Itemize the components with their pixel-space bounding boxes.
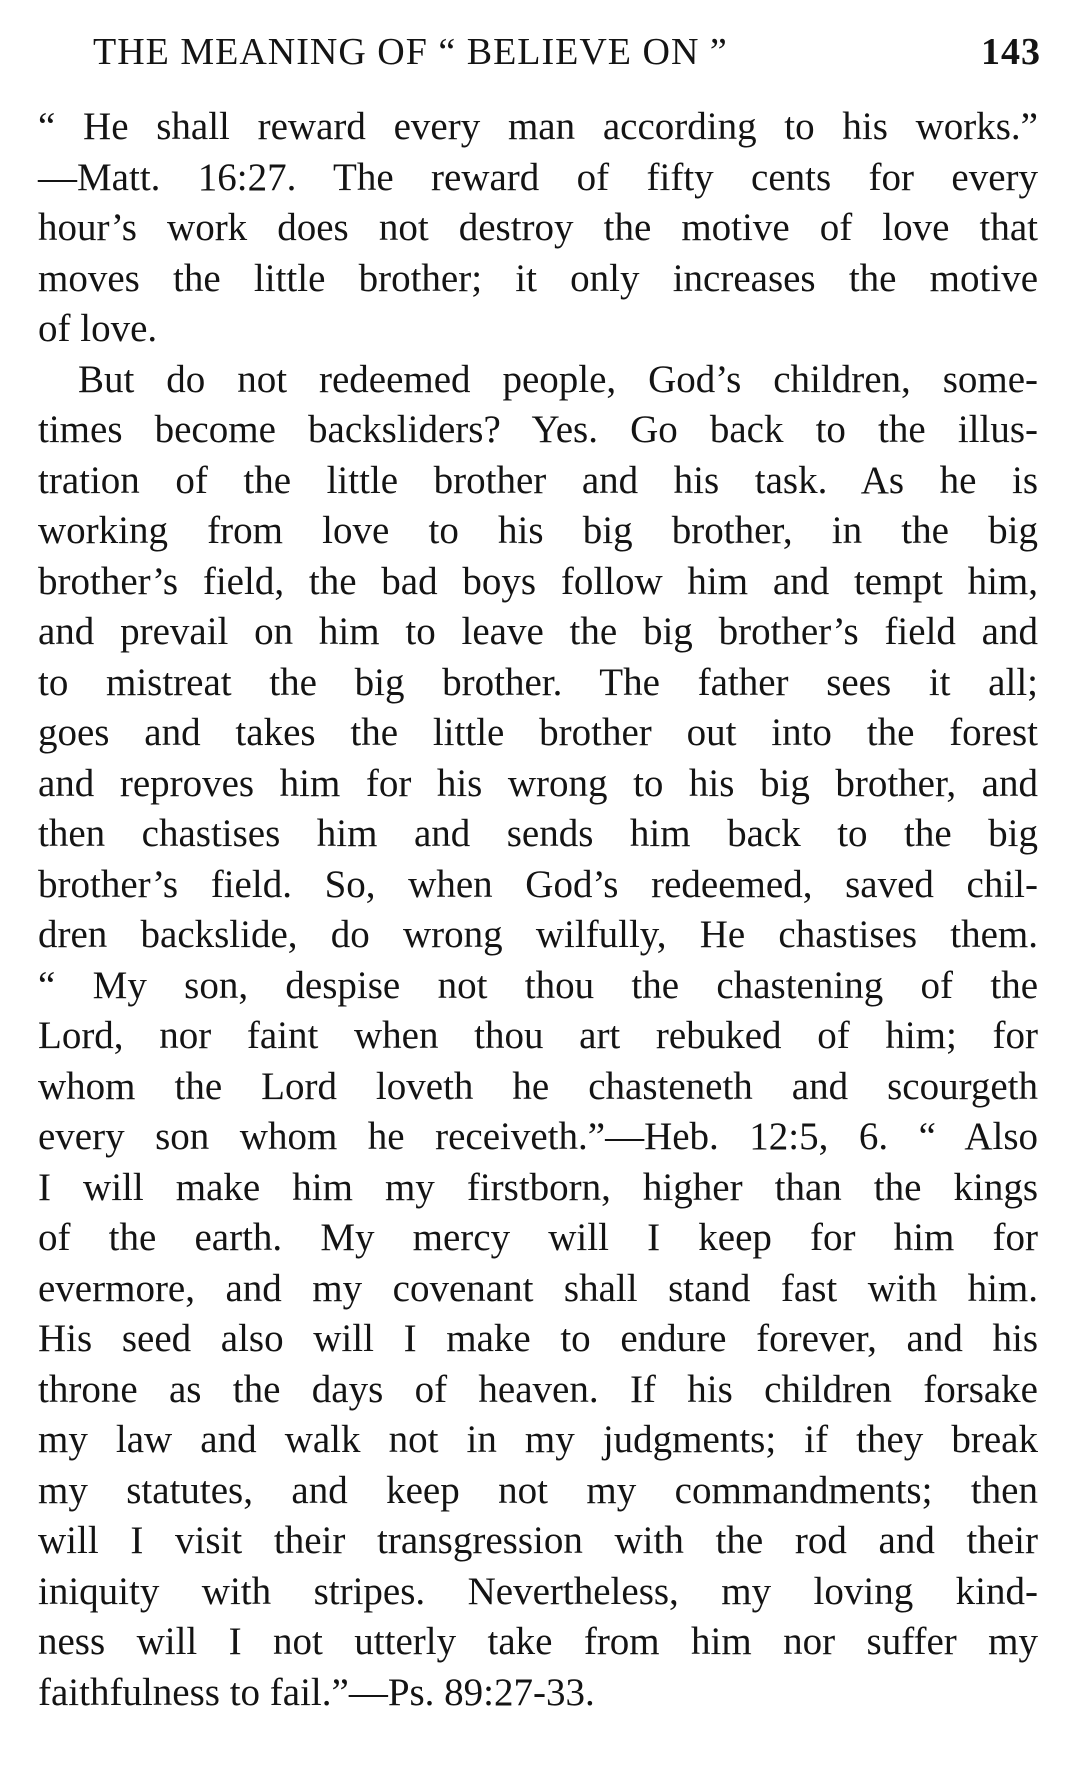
text-line: tration of the little brother and his task. As he is xyxy=(38,458,1038,502)
paragraph-1 xyxy=(38,102,1038,355)
text-line: brother’s field. So, when God’s redeemed, saved chil- xyxy=(38,862,1038,906)
body-text xyxy=(38,102,1038,1718)
text-line: ness will I not utterly take from him nor suffer my xyxy=(38,1620,1038,1663)
text-line: —Matt. 16:27. The reward of fifty cents for every xyxy=(38,155,1038,199)
text-line: working from love to his big brother, in the big xyxy=(38,509,1038,552)
text-line: “ My son, despise not thou the chastening of the xyxy=(38,963,1038,1007)
text-line: then chastises him and sends him back to the big xyxy=(38,812,1038,855)
text-line: my law and walk not in my judgments; if they break xyxy=(38,1418,1038,1461)
text-line: brother’s field, the bad boys follow him and tempt him, xyxy=(38,559,1038,603)
text-line: “ He shall reward every man according to his works.” xyxy=(38,105,1038,148)
text-line: dren backslide, do wrong wilfully, He chastises them. xyxy=(38,913,1038,956)
text-line: whom the Lord loveth he chasteneth and scourgeth xyxy=(38,1064,1038,1108)
book-page xyxy=(38,0,1041,1718)
text-line: of love. xyxy=(38,307,158,350)
text-line: His seed also will I make to endure forever, and his xyxy=(38,1317,1038,1360)
paragraph-2 xyxy=(38,355,1038,1719)
page-number: 143 xyxy=(981,31,1041,73)
text-line: and prevail on him to leave the big brother’s field and xyxy=(38,610,1038,653)
text-line: of the earth. My mercy will I keep for him for xyxy=(38,1216,1038,1259)
text-line: throne as the days of heaven. If his children forsake xyxy=(38,1367,1038,1411)
text-line: evermore, and my covenant shall stand fast with him. xyxy=(38,1266,1038,1310)
text-line: my statutes, and keep not my commandments; then xyxy=(38,1468,1038,1512)
text-line: faithfulness to fail.”—Ps. 89:27-33. xyxy=(38,1670,595,1714)
running-header xyxy=(38,22,1041,102)
running-title: THE MEANING OF “ BELIEVE ON ” xyxy=(93,31,728,73)
text-line: and reproves him for his wrong to his big brother, and xyxy=(38,761,1038,805)
text-line: moves the little brother; it only increases the motive xyxy=(38,256,1038,300)
text-line: iniquity with stripes. Nevertheless, my loving kind- xyxy=(38,1569,1038,1613)
text-line: to mistreat the big brother. The father sees it all; xyxy=(38,660,1038,704)
text-line: every son whom he receiveth.”—Heb. 12:5, 6. “ Also xyxy=(38,1115,1038,1158)
text-line: I will make him my firstborn, higher than the kings xyxy=(38,1165,1038,1209)
text-line: will I visit their transgression with the rod and their xyxy=(38,1519,1038,1562)
text-line: goes and takes the little brother out into the forest xyxy=(38,711,1038,754)
text-line: Lord, nor faint when thou art rebuked of him; for xyxy=(38,1014,1038,1057)
text-line: But do not redeemed people, God’s children, some- xyxy=(78,357,1038,401)
text-line: hour’s work does not destroy the motive of love that xyxy=(38,206,1038,249)
text-line: times become backsliders? Yes. Go back to the illus- xyxy=(38,408,1038,451)
